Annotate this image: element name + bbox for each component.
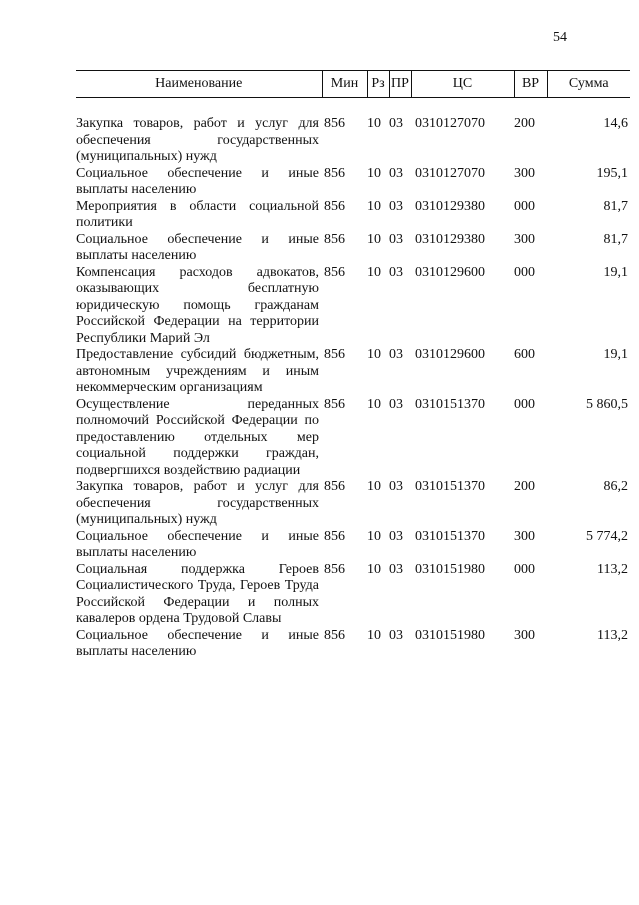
table-row [76,232,630,265]
row-min: 856 [324,561,345,577]
row-min: 856 [324,479,345,494]
row-sum: 81,7 [603,231,628,247]
header-min: Мин [322,71,367,98]
row-sum: 81,7 [603,198,628,214]
header-cs: ЦС [411,71,514,98]
row-cs: 0310129380 [415,198,485,214]
row-sum: 14,6 [603,116,628,131]
header-name: Наименование [76,71,322,98]
table-row [76,479,630,529]
row-vr: 300 [514,165,535,181]
table-row [76,265,630,348]
row-name: Компенсация расходов адвокатов, оказывающих бесплатную юридическую помощь гражданам Российской Федерации на территории Республики Марий Эл [76,264,319,346]
row-pr: 03 [389,198,403,214]
table-row [76,166,630,199]
row-vr: 000 [514,264,535,280]
row-name: Социальное обеспечение и иные выплаты населению [76,627,319,659]
header-pr: ПР [389,71,411,98]
row-vr: 000 [514,198,535,214]
row-rz: 10 [367,165,381,181]
row-vr: 000 [514,561,535,577]
row-sum: 195,1 [596,165,628,181]
row-rz: 10 [367,347,381,362]
header-rz: Рз [367,71,389,98]
row-rz: 10 [367,396,381,412]
row-sum: 86,2 [603,479,628,494]
row-min: 856 [324,198,345,214]
row-name: Закупка товаров, работ и услуг для обеспечения государственных (муниципальных) нужд [76,479,319,527]
row-cs: 0310127070 [415,116,485,131]
row-sum: 5 774,2 [586,528,628,544]
row-min: 856 [324,116,345,131]
row-vr: 200 [514,479,535,494]
row-rz: 10 [367,264,381,280]
row-min: 856 [324,396,345,412]
row-min: 856 [324,231,345,247]
row-cs: 0310151370 [415,396,485,412]
table-row [76,116,630,166]
row-vr: 300 [514,528,535,544]
row-cs: 0310151980 [415,627,485,643]
table-row [76,347,630,397]
row-vr: 200 [514,116,535,131]
row-name: Предоставление субсидий бюджетным, автономным учреждениям и иным некоммерческим организациям [76,347,319,395]
row-name: Осуществление переданных полномочий Российской Федерации по предоставлению отдельных мер социальной поддержки граждан, подвергшихся воздействию радиации [76,396,319,478]
row-vr: 000 [514,396,535,412]
row-pr: 03 [389,396,403,412]
row-cs: 0310151370 [415,528,485,544]
row-sum: 113,2 [597,561,628,577]
table-row [76,199,630,232]
row-cs: 0310151980 [415,561,485,577]
row-sum: 19,1 [603,347,628,362]
budget-table [76,70,630,661]
row-min: 856 [324,627,345,643]
page-number: 54 [553,30,567,45]
row-pr: 03 [389,528,403,544]
row-min: 856 [324,165,345,181]
row-pr: 03 [389,231,403,247]
row-pr: 03 [389,116,403,131]
row-min: 856 [324,264,345,280]
row-name: Социальная поддержка Героев Социалистического Труда, Героев Труда Российской Федерации и полных кавалеров ордена Трудовой Славы [76,561,319,626]
table-row [76,397,630,480]
row-cs: 0310129600 [415,347,485,362]
row-pr: 03 [389,479,403,494]
row-name: Социальное обеспечение и иные выплаты населению [76,231,319,263]
row-rz: 10 [367,116,381,131]
row-sum: 5 860,5 [586,396,628,412]
table-row [76,628,630,661]
row-cs: 0310127070 [415,165,485,181]
header-sum: Сумма [547,71,630,98]
row-cs: 0310151370 [415,479,485,494]
row-name: Социальное обеспечение и иные выплаты населению [76,528,319,560]
row-cs: 0310129380 [415,231,485,247]
row-rz: 10 [367,561,381,577]
row-pr: 03 [389,165,403,181]
header-vr: ВР [514,71,547,98]
row-min: 856 [324,528,345,544]
row-pr: 03 [389,264,403,280]
row-min: 856 [324,347,345,362]
row-sum: 113,2 [597,627,628,643]
row-cs: 0310129600 [415,264,485,280]
table-body [76,98,630,661]
header-row [76,71,630,98]
row-rz: 10 [367,528,381,544]
row-rz: 10 [367,198,381,214]
row-sum: 19,1 [603,264,628,280]
row-rz: 10 [367,627,381,643]
row-pr: 03 [389,347,403,362]
row-pr: 03 [389,561,403,577]
row-rz: 10 [367,479,381,494]
row-name: Мероприятия в области социальной политики [76,198,319,230]
row-vr: 600 [514,347,535,362]
row-vr: 300 [514,627,535,643]
row-vr: 300 [514,231,535,247]
row-name: Социальное обеспечение и иные выплаты населению [76,165,319,197]
table-row [76,529,630,562]
row-pr: 03 [389,627,403,643]
row-name: Закупка товаров, работ и услуг для обеспечения государственных (муниципальных) нужд [76,116,319,164]
row-rz: 10 [367,231,381,247]
table-header [76,71,630,98]
table-row [76,562,630,628]
header-spacer [76,98,630,117]
